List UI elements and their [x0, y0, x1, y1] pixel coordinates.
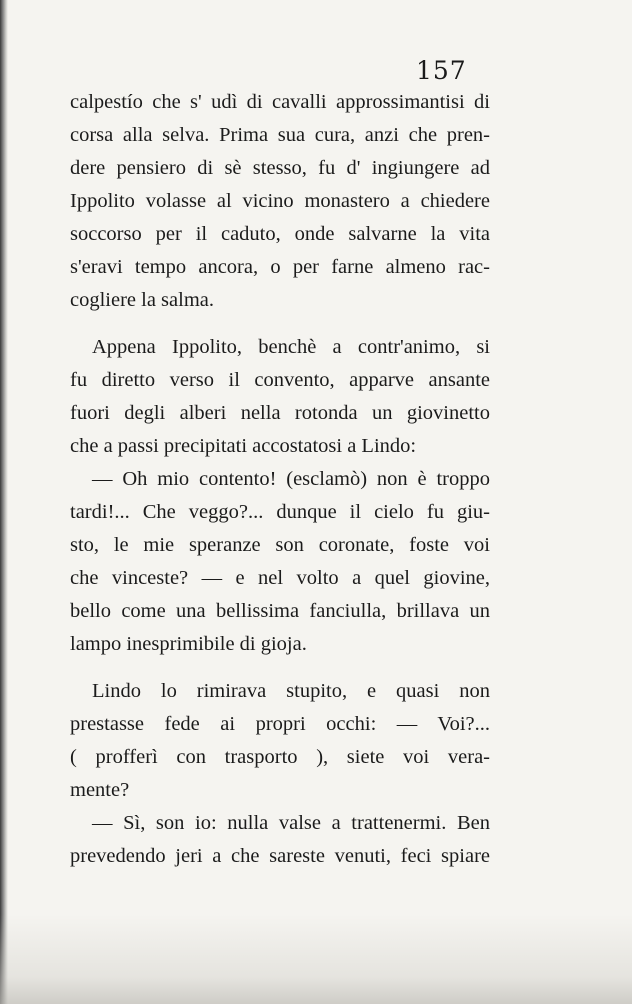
text-line: ( profferì con trasporto ), siete voi vera-: [70, 746, 490, 768]
paragraph-1: [70, 86, 490, 317]
text-line: prestasse fede ai propri occhi: — Voi?...: [70, 713, 490, 735]
paragraph-5: [70, 807, 490, 873]
text-line: lampo inesprimibile di gioja.: [70, 633, 307, 655]
paragraph-4: [70, 675, 490, 807]
text-line: Ippolito volasse al vicino monastero a chiedere: [70, 190, 490, 212]
text-line: bello come una bellissima fanciulla, brillava un: [70, 600, 490, 622]
text-line: dere pensiero di sè stesso, fu d' ingiungere ad: [70, 157, 490, 179]
text-line: che vinceste? — e nel volto a quel giovine,: [70, 567, 490, 589]
text-line: fuori degli alberi nella rotonda un giovinetto: [70, 402, 490, 424]
text-line: soccorso per il caduto, onde salvarne la vita: [70, 223, 490, 245]
paragraph-gap: [70, 661, 490, 675]
text-line: — Sì, son io: nulla valse a trattenermi. Ben: [92, 812, 490, 834]
text-line: cogliere la salma.: [70, 289, 215, 311]
paragraph-gap: [70, 317, 490, 331]
paragraph-2: [70, 331, 490, 463]
text-line: s'eravi tempo ancora, o per farne almeno rac-: [70, 256, 490, 278]
text-line: Lindo lo rimirava stupito, e quasi non: [92, 680, 490, 702]
text-line: mente?: [70, 779, 130, 801]
text-line: prevedendo jeri a che sareste venuti, feci spiare: [70, 845, 490, 867]
page-number: 157: [416, 56, 467, 85]
text-line: Appena Ippolito, benchè a contr'animo, si: [92, 336, 490, 358]
text-line: corsa alla selva. Prima sua cura, anzi che pren-: [70, 124, 490, 146]
text-line: sto, le mie speranze son coronate, foste voi: [70, 534, 490, 556]
bottom-shadow: [0, 914, 632, 1004]
text-line: che a passi precipitati accostatosi a Lindo:: [70, 435, 417, 457]
text-line: — Oh mio contento! (esclamò) non è troppo: [92, 468, 490, 490]
body-text: [70, 86, 490, 873]
text-line: tardi!... Che veggo?... dunque il cielo fu giu-: [70, 501, 490, 523]
paragraph-3: [70, 463, 490, 661]
text-line: calpestío che s' udì di cavalli approssimantisi di: [70, 91, 490, 113]
spine-shadow: [0, 0, 8, 1004]
text-line: fu diretto verso il convento, apparve ansante: [70, 369, 490, 391]
